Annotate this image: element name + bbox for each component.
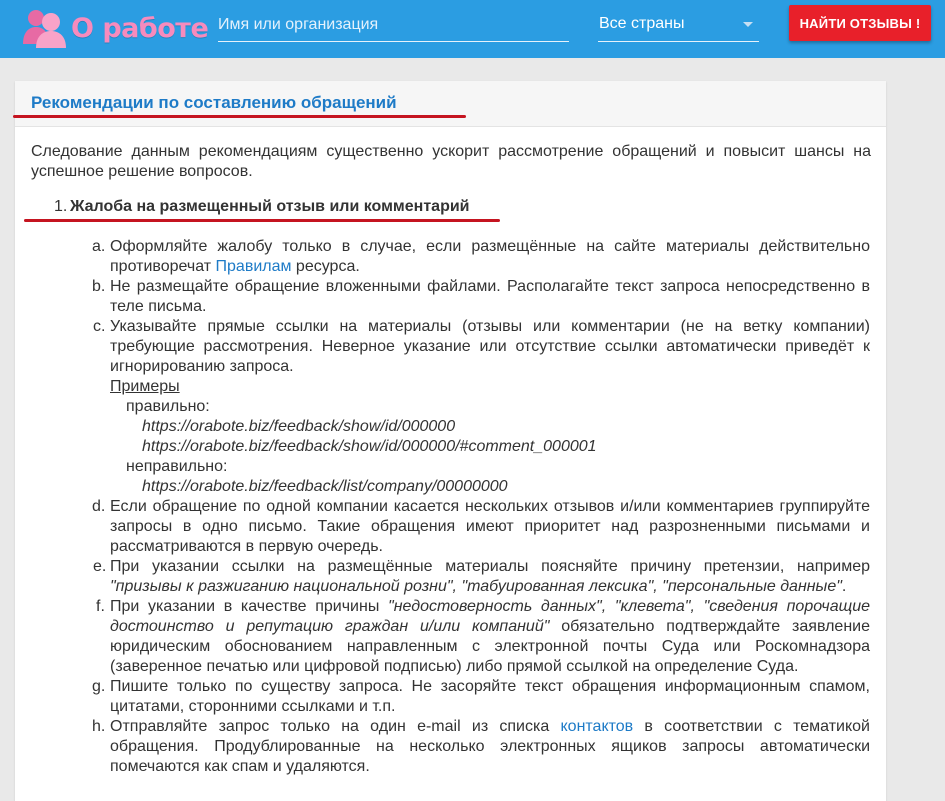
list-marker: d. <box>92 498 106 515</box>
rule-e-tail: . <box>841 578 847 595</box>
contacts-link[interactable]: контактов <box>560 718 634 735</box>
country-select[interactable] <box>598 8 759 42</box>
rule-f-examples: "недостоверность данных", "клевета", "сведения порочащие достоинство и репутацию граждан и/или компаний" <box>110 598 871 635</box>
rule-d: Если обращение по одной компании касается нескольких отзывов и/или комментариев группируйте запросы в одно письмо. Такие обращения имеют приоритет над разрозненными письмами и рассматриваются в первую очередь. <box>110 498 870 555</box>
chevron-down-icon <box>743 22 753 27</box>
example-wrong-url: https://orabote.biz/feedback/list/company/00000000 <box>142 478 508 495</box>
list-marker: b. <box>92 278 106 295</box>
card-header <box>15 81 886 127</box>
section-number: 1. <box>54 198 68 215</box>
rule-a-tail: ресурса. <box>291 258 360 275</box>
example-correct-url: https://orabote.biz/feedback/show/id/000000/#comment_000001 <box>142 438 597 455</box>
title-underline <box>13 115 466 118</box>
logo-text: О работе <box>71 12 209 44</box>
rule-a <box>110 237 870 277</box>
rule-g: Пишите только по существу запроса. Не засоряйте текст обращения информационным спамом, цитатами, сторонними ссылками и т.п. <box>110 678 870 715</box>
rule-f-text: При указании в качестве причины <box>110 598 389 615</box>
rule-c: Указывайте прямые ссылки на материалы (отзывы или комментарии (не на ветку компании) требующие рассмотрения. Неверное указание или отсутствие ссылки автоматически приведёт к игнорированию запроса. <box>110 318 870 375</box>
rule-e <box>110 557 870 597</box>
rule-f-tail: обязательно подтверждайте заявление юридическим обоснованием направленным с электронной почты Суда или Роскомнадзора (заверенное печатью или цифровой подписью) либо прямой ссылкой на определение Суда. <box>110 618 870 675</box>
rules-link[interactable]: Правилам <box>215 258 292 275</box>
rule-h <box>110 717 870 777</box>
examples-wrong-label: неправильно: <box>126 458 228 475</box>
examples-correct-label: правильно: <box>126 398 210 415</box>
users-logo-icon <box>22 8 70 48</box>
rule-b: Не размещайте обращение вложенными файлами. Располагайте текст запроса непосредственно в теле письма. <box>110 278 870 315</box>
section-title: Жалоба на размещенный отзыв или комментарий <box>70 198 470 215</box>
search-input[interactable] <box>218 8 569 41</box>
list-marker: e. <box>93 558 107 575</box>
examples-title: Примеры <box>110 378 180 395</box>
rule-a-text: Оформляйте жалобу только в случае, если размещённые на сайте материалы действительно противоречат <box>110 238 870 275</box>
rule-e-text: При указании ссылки на размещённые материалы поясняйте причину претензии, например <box>110 558 870 575</box>
find-reviews-button[interactable]: НАЙТИ ОТЗЫВЫ ! <box>789 5 931 41</box>
list-marker: c. <box>93 318 106 335</box>
list-marker: a. <box>92 238 106 255</box>
rule-h-text: Отправляйте запрос только на один e-mail из списка <box>110 718 561 735</box>
search-field[interactable] <box>218 8 569 42</box>
intro-paragraph: Следование данным рекомендациям существенно ускорит рассмотрение обращений и повысит шансы на успешное решение вопросов. <box>31 143 871 180</box>
rule-h-tail: в соответствии с тематикой обращения. Продублированные на несколько электронных ящиков запросы автоматически помечаются как спам и удаляются. <box>110 718 870 775</box>
page-title: Рекомендации по составлению обращений <box>31 93 397 112</box>
list-marker: f. <box>96 598 105 615</box>
section-underline <box>24 219 500 222</box>
country-select-value: Все страны <box>599 15 685 32</box>
list-marker: g. <box>92 678 106 695</box>
rule-f <box>110 597 870 677</box>
top-navigation-bar <box>0 0 945 58</box>
example-correct-url: https://orabote.biz/feedback/show/id/000000 <box>142 418 456 435</box>
list-marker: h. <box>92 718 106 735</box>
rule-e-examples: "призывы к разжиганию национальной розни", "табуированная лексика", "персональные данные" <box>110 578 842 595</box>
site-logo[interactable] <box>22 6 208 50</box>
